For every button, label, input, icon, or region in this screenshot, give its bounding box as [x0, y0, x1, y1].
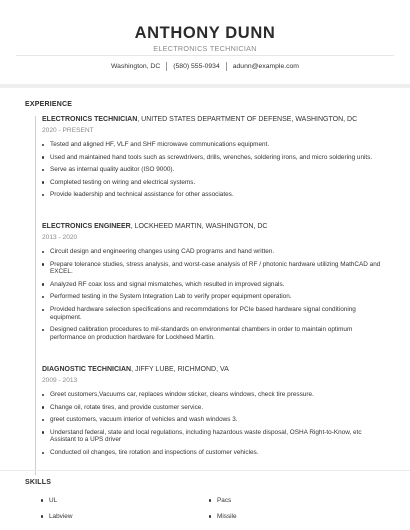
skills-heading: SKILLS — [25, 479, 52, 486]
job-employer: , UNITED STATES DEPARTMENT OF DEFENSE, WASHINGTON, DC — [137, 116, 358, 123]
experience-timeline — [35, 116, 36, 475]
section-divider — [0, 470, 410, 471]
list-item: Provide leadership and technical assistance for other associates. — [42, 191, 387, 199]
contact-location: Washington, DC — [111, 63, 161, 70]
contact-separator — [226, 62, 227, 71]
job-header — [42, 223, 387, 230]
job-bullets — [42, 141, 387, 199]
contact-email[interactable]: adunn@example.com — [232, 63, 299, 70]
list-item: Greet customers,Vacuums car, replaces window sticker, cleans windows, check tire pressure. — [42, 391, 387, 399]
job-header — [42, 366, 387, 373]
contact-phone: (580) 555-0934 — [173, 63, 220, 70]
job-header — [42, 116, 387, 123]
job-bullets — [42, 391, 387, 457]
job-role: ELECTRONICS ENGINEER — [42, 223, 131, 230]
list-item: Used and maintained hand tools such as screwdrivers, drills, wrenches, soldering irons, and micro soldering units. — [42, 154, 387, 162]
contact-separator — [166, 62, 167, 71]
job-employer: , JIFFY LUBE, RICHMOND, VA — [131, 366, 229, 373]
list-item: Provided hardware selection specifications and recommdations for PCIe based hardware signal conditioning equipment. — [42, 306, 387, 321]
job-employer: , LOCKHEED MARTIN, WASHINGTON, DC — [130, 223, 268, 230]
list-item: Serve as internal quality auditor (ISO 9000). — [42, 166, 387, 174]
list-item: Conducted oil changes, tire rotation and inspections of customer vehicles. — [42, 449, 387, 457]
candidate-title: ELECTRONICS TECHNICIAN — [153, 44, 257, 53]
job-entry — [42, 366, 387, 457]
job-dates: 2009 - 2013 — [42, 377, 78, 384]
skill-item: Pacs — [209, 497, 231, 504]
list-item: greet customers, vacuum interior of vehicles and wash windows 3. — [42, 416, 387, 424]
list-item: Analyzed RF coax loss and signal mismatches, which resulted in improved signals. — [42, 281, 387, 289]
skill-item: UL — [41, 497, 57, 504]
list-item: Prepare tolerance studies, stress analysis, and worst-case analysis of RF / photonic hardware utilizing MathCAD and EXCEL. — [42, 261, 387, 276]
job-bullets — [42, 248, 387, 341]
job-dates: 2013 - 2020 — [42, 234, 78, 241]
list-item: Circuit design and engineering changes using CAD programs and hand written. — [42, 248, 387, 256]
experience-heading: EXPERIENCE — [25, 101, 73, 108]
list-item: Designed calibration procedures to mil-standards on environmental chambers in order to maintain optimum performance on production hardware for Lockheed Martin. — [42, 326, 387, 341]
job-role: ELECTRONICS TECHNICIAN — [42, 116, 138, 123]
list-item: Tested and aligned HF, VLF and SHF microwave communications equipment. — [42, 141, 387, 149]
skill-item: Missile — [209, 513, 237, 520]
list-item: Performed testing in the System Integration Lab to verify proper equipment operation. — [42, 293, 387, 301]
list-item: Understand federal, state and local regulations, including hazardous waste disposal, OSHA Right-to-Know, etc Assistant to a UPS driver — [42, 429, 387, 444]
skill-item: Labview — [41, 513, 72, 520]
job-dates: 2020 - PRESENT — [42, 127, 94, 134]
candidate-name: ANTHONY DUNN — [134, 24, 276, 42]
contact-info — [0, 62, 410, 71]
list-item: Change oil, rotate tires, and provide customer service. — [42, 404, 387, 412]
job-entry — [42, 116, 387, 199]
header-divider — [16, 55, 394, 56]
list-item: Completed testing on wiring and electrical systems. — [42, 179, 387, 187]
header-band — [0, 84, 410, 88]
job-role: DIAGNOSTIC TECHNICIAN — [42, 366, 132, 373]
job-entry — [42, 223, 387, 341]
